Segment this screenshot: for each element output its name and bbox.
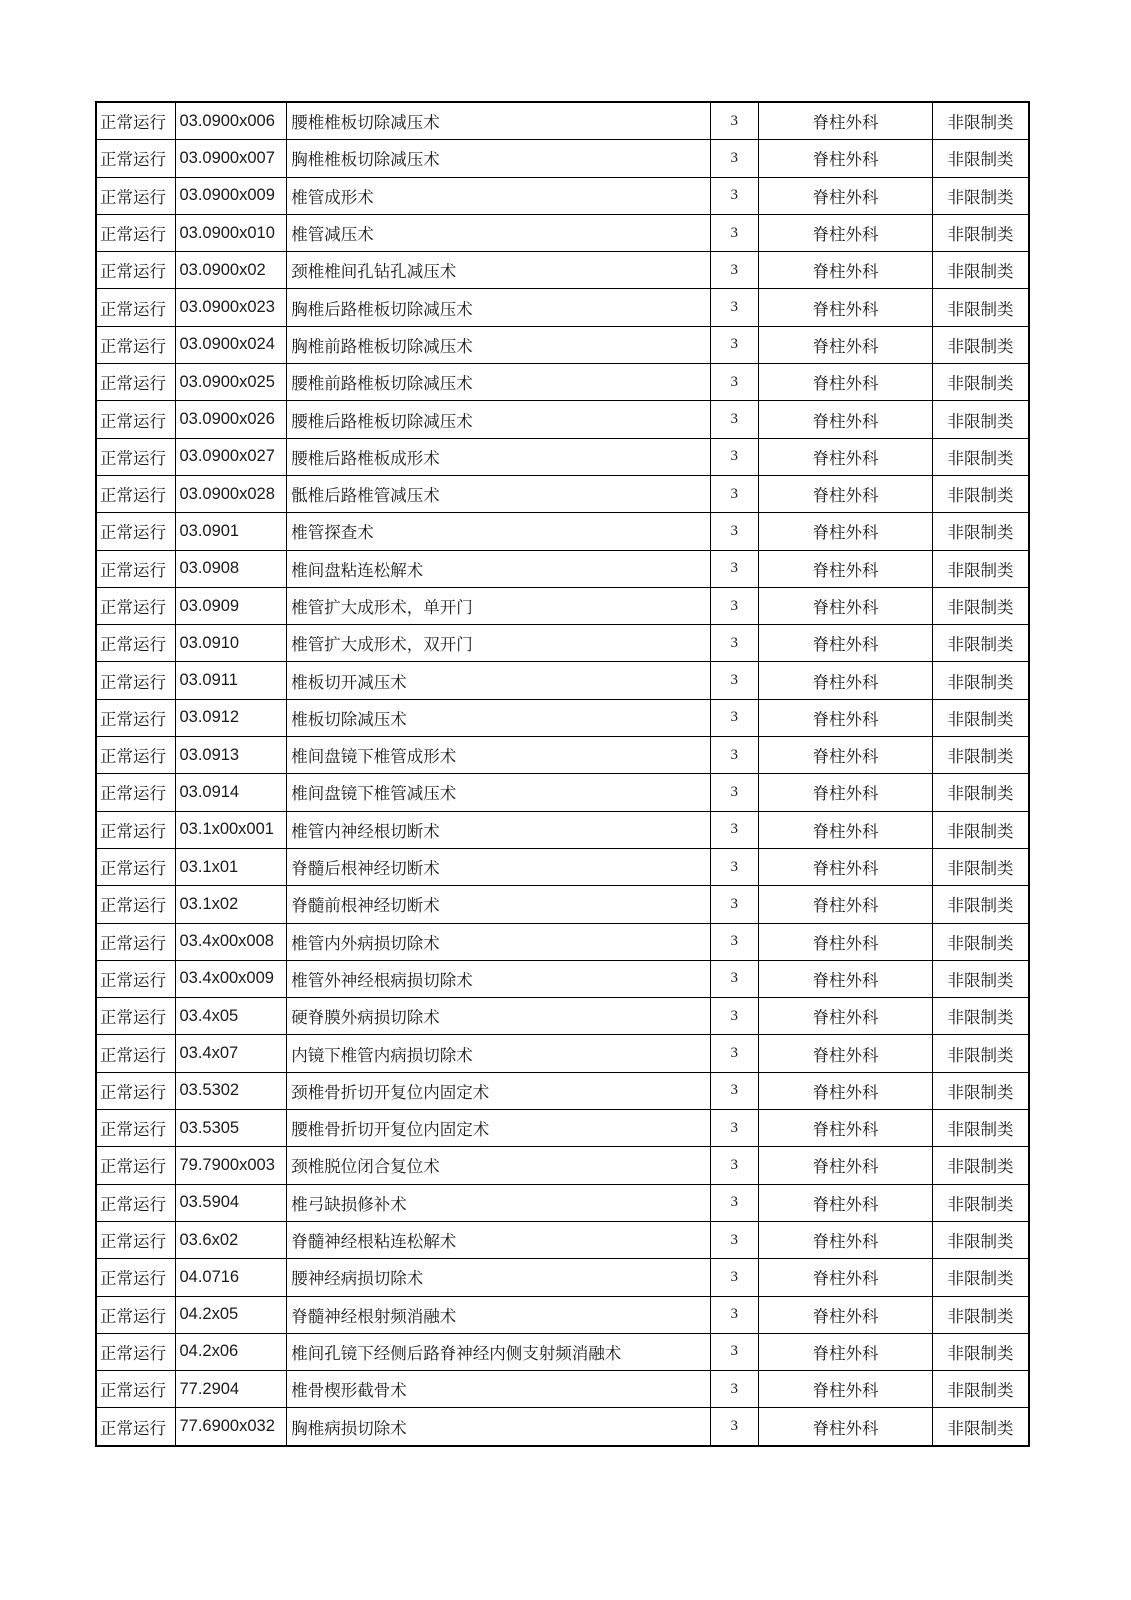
table-row [96,1184,1029,1221]
code-cell: 03.0900x027 [176,438,287,475]
department-cell: 脊柱外科 [758,177,932,214]
code-cell: 03.5302 [176,1072,287,1109]
department-cell: 脊柱外科 [758,252,932,289]
table-row [96,1072,1029,1109]
level-cell: 3 [710,1147,758,1184]
code-cell: 03.0900x025 [176,364,287,401]
status-cell: 正常运行 [96,177,176,214]
table-row [96,625,1029,662]
level-cell: 3 [710,1072,758,1109]
department-cell: 脊柱外科 [758,662,932,699]
category-cell: 非限制类 [933,1072,1029,1109]
code-cell: 03.1x01 [176,848,287,885]
table-row [96,699,1029,736]
procedure-name-cell: 脊髓神经根射频消融术 [287,1296,710,1333]
procedure-name-cell: 腰椎椎板切除减压术 [287,102,710,140]
table-row [96,1110,1029,1147]
department-cell: 脊柱外科 [758,774,932,811]
status-cell: 正常运行 [96,289,176,326]
procedure-name-cell: 胸椎椎板切除减压术 [287,140,710,177]
department-cell: 脊柱外科 [758,1221,932,1258]
code-cell: 77.6900x032 [176,1408,287,1446]
status-cell: 正常运行 [96,699,176,736]
department-cell: 脊柱外科 [758,848,932,885]
table-row [96,848,1029,885]
procedure-name-cell: 椎管内神经根切断术 [287,811,710,848]
table-row [96,1333,1029,1370]
status-cell: 正常运行 [96,587,176,624]
department-cell: 脊柱外科 [758,923,932,960]
code-cell: 04.0716 [176,1259,287,1296]
code-cell: 03.0912 [176,699,287,736]
status-cell: 正常运行 [96,102,176,140]
department-cell: 脊柱外科 [758,364,932,401]
code-cell: 04.2x06 [176,1333,287,1370]
department-cell: 脊柱外科 [758,1072,932,1109]
status-cell: 正常运行 [96,1333,176,1370]
status-cell: 正常运行 [96,662,176,699]
procedure-table-container [95,101,1030,1447]
table-row [96,662,1029,699]
status-cell: 正常运行 [96,923,176,960]
procedure-name-cell: 椎管探查术 [287,513,710,550]
status-cell: 正常运行 [96,326,176,363]
procedure-name-cell: 骶椎后路椎管减压术 [287,475,710,512]
procedure-name-cell: 颈椎脱位闭合复位术 [287,1147,710,1184]
procedure-name-cell: 椎板切除减压术 [287,699,710,736]
table-row [96,774,1029,811]
code-cell: 03.0900x02 [176,252,287,289]
department-cell: 脊柱外科 [758,1147,932,1184]
category-cell: 非限制类 [933,513,1029,550]
code-cell: 03.0913 [176,737,287,774]
department-cell: 脊柱外科 [758,326,932,363]
code-cell: 79.7900x003 [176,1147,287,1184]
procedure-name-cell: 内镜下椎管内病损切除术 [287,1035,710,1072]
level-cell: 3 [710,252,758,289]
level-cell: 3 [710,998,758,1035]
table-row [96,960,1029,997]
table-row [96,289,1029,326]
procedure-name-cell: 椎管扩大成形术，双开门 [287,625,710,662]
code-cell: 03.0914 [176,774,287,811]
level-cell: 3 [710,364,758,401]
category-cell: 非限制类 [933,401,1029,438]
category-cell: 非限制类 [933,886,1029,923]
table-body [96,102,1029,1446]
category-cell: 非限制类 [933,1110,1029,1147]
department-cell: 脊柱外科 [758,475,932,512]
procedure-name-cell: 胸椎前路椎板切除减压术 [287,326,710,363]
category-cell: 非限制类 [933,811,1029,848]
table-row [96,1147,1029,1184]
table-row [96,1221,1029,1258]
code-cell: 03.4x00x009 [176,960,287,997]
status-cell: 正常运行 [96,811,176,848]
procedure-name-cell: 椎管减压术 [287,214,710,251]
table-row [96,550,1029,587]
category-cell: 非限制类 [933,699,1029,736]
department-cell: 脊柱外科 [758,587,932,624]
category-cell: 非限制类 [933,625,1029,662]
level-cell: 3 [710,438,758,475]
category-cell: 非限制类 [933,289,1029,326]
level-cell: 3 [710,848,758,885]
department-cell: 脊柱外科 [758,1035,932,1072]
status-cell: 正常运行 [96,475,176,512]
procedure-name-cell: 腰椎骨折切开复位内固定术 [287,1110,710,1147]
status-cell: 正常运行 [96,364,176,401]
status-cell: 正常运行 [96,848,176,885]
level-cell: 3 [710,1035,758,1072]
department-cell: 脊柱外科 [758,438,932,475]
procedure-name-cell: 椎间孔镜下经侧后路脊神经内侧支射频消融术 [287,1333,710,1370]
level-cell: 3 [710,886,758,923]
category-cell: 非限制类 [933,587,1029,624]
level-cell: 3 [710,1296,758,1333]
code-cell: 03.0900x007 [176,140,287,177]
level-cell: 3 [710,140,758,177]
level-cell: 3 [710,1408,758,1446]
department-cell: 脊柱外科 [758,1110,932,1147]
table-row [96,587,1029,624]
code-cell: 03.5305 [176,1110,287,1147]
code-cell: 03.0900x009 [176,177,287,214]
status-cell: 正常运行 [96,1035,176,1072]
category-cell: 非限制类 [933,774,1029,811]
table-row [96,326,1029,363]
table-row [96,886,1029,923]
code-cell: 03.0900x010 [176,214,287,251]
level-cell: 3 [710,102,758,140]
level-cell: 3 [710,1371,758,1408]
level-cell: 3 [710,923,758,960]
procedure-name-cell: 椎管内外病损切除术 [287,923,710,960]
status-cell: 正常运行 [96,1072,176,1109]
level-cell: 3 [710,699,758,736]
department-cell: 脊柱外科 [758,1259,932,1296]
status-cell: 正常运行 [96,998,176,1035]
code-cell: 03.0900x006 [176,102,287,140]
procedure-name-cell: 椎管外神经根病损切除术 [287,960,710,997]
category-cell: 非限制类 [933,475,1029,512]
status-cell: 正常运行 [96,513,176,550]
level-cell: 3 [710,326,758,363]
status-cell: 正常运行 [96,774,176,811]
department-cell: 脊柱外科 [758,289,932,326]
code-cell: 03.1x00x001 [176,811,287,848]
department-cell: 脊柱外科 [758,960,932,997]
level-cell: 3 [710,625,758,662]
code-cell: 03.0900x023 [176,289,287,326]
procedure-name-cell: 腰椎前路椎板切除减压术 [287,364,710,401]
status-cell: 正常运行 [96,401,176,438]
category-cell: 非限制类 [933,550,1029,587]
code-cell: 03.5904 [176,1184,287,1221]
category-cell: 非限制类 [933,1333,1029,1370]
category-cell: 非限制类 [933,102,1029,140]
category-cell: 非限制类 [933,1296,1029,1333]
code-cell: 03.4x05 [176,998,287,1035]
department-cell: 脊柱外科 [758,699,932,736]
category-cell: 非限制类 [933,364,1029,401]
table-row [96,140,1029,177]
status-cell: 正常运行 [96,960,176,997]
category-cell: 非限制类 [933,848,1029,885]
status-cell: 正常运行 [96,1259,176,1296]
procedure-name-cell: 腰椎后路椎板切除减压术 [287,401,710,438]
level-cell: 3 [710,1333,758,1370]
status-cell: 正常运行 [96,438,176,475]
table-row [96,998,1029,1035]
category-cell: 非限制类 [933,1221,1029,1258]
department-cell: 脊柱外科 [758,140,932,177]
code-cell: 03.0911 [176,662,287,699]
table-row [96,1371,1029,1408]
code-cell: 03.4x07 [176,1035,287,1072]
status-cell: 正常运行 [96,1408,176,1446]
category-cell: 非限制类 [933,923,1029,960]
category-cell: 非限制类 [933,998,1029,1035]
table-row [96,1296,1029,1333]
department-cell: 脊柱外科 [758,102,932,140]
department-cell: 脊柱外科 [758,1333,932,1370]
status-cell: 正常运行 [96,1184,176,1221]
table-row [96,513,1029,550]
procedure-name-cell: 颈椎骨折切开复位内固定术 [287,1072,710,1109]
procedure-name-cell: 脊髓前根神经切断术 [287,886,710,923]
procedure-name-cell: 胸椎后路椎板切除减压术 [287,289,710,326]
code-cell: 03.1x02 [176,886,287,923]
department-cell: 脊柱外科 [758,513,932,550]
status-cell: 正常运行 [96,140,176,177]
table-row [96,252,1029,289]
procedure-name-cell: 椎管成形术 [287,177,710,214]
level-cell: 3 [710,475,758,512]
procedure-name-cell: 脊髓神经根粘连松解术 [287,1221,710,1258]
table-row [96,1408,1029,1446]
procedure-name-cell: 椎管扩大成形术，单开门 [287,587,710,624]
table-row [96,438,1029,475]
procedure-name-cell: 腰神经病损切除术 [287,1259,710,1296]
department-cell: 脊柱外科 [758,1371,932,1408]
procedure-table [95,101,1030,1447]
code-cell: 03.0900x026 [176,401,287,438]
department-cell: 脊柱外科 [758,737,932,774]
code-cell: 03.0901 [176,513,287,550]
status-cell: 正常运行 [96,1371,176,1408]
level-cell: 3 [710,214,758,251]
procedure-name-cell: 椎间盘粘连松解术 [287,550,710,587]
code-cell: 03.0900x028 [176,475,287,512]
category-cell: 非限制类 [933,214,1029,251]
status-cell: 正常运行 [96,625,176,662]
status-cell: 正常运行 [96,1221,176,1258]
department-cell: 脊柱外科 [758,811,932,848]
table-row [96,811,1029,848]
table-row [96,737,1029,774]
category-cell: 非限制类 [933,1259,1029,1296]
code-cell: 03.4x00x008 [176,923,287,960]
category-cell: 非限制类 [933,140,1029,177]
status-cell: 正常运行 [96,1147,176,1184]
category-cell: 非限制类 [933,177,1029,214]
department-cell: 脊柱外科 [758,886,932,923]
level-cell: 3 [710,550,758,587]
status-cell: 正常运行 [96,737,176,774]
procedure-name-cell: 椎骨楔形截骨术 [287,1371,710,1408]
code-cell: 03.0908 [176,550,287,587]
category-cell: 非限制类 [933,1035,1029,1072]
level-cell: 3 [710,737,758,774]
procedure-name-cell: 颈椎椎间孔钻孔减压术 [287,252,710,289]
code-cell: 03.6x02 [176,1221,287,1258]
category-cell: 非限制类 [933,960,1029,997]
category-cell: 非限制类 [933,326,1029,363]
category-cell: 非限制类 [933,438,1029,475]
table-row [96,923,1029,960]
status-cell: 正常运行 [96,1110,176,1147]
category-cell: 非限制类 [933,662,1029,699]
level-cell: 3 [710,289,758,326]
department-cell: 脊柱外科 [758,550,932,587]
table-row [96,102,1029,140]
department-cell: 脊柱外科 [758,1408,932,1446]
level-cell: 3 [710,1184,758,1221]
department-cell: 脊柱外科 [758,625,932,662]
table-row [96,1259,1029,1296]
status-cell: 正常运行 [96,214,176,251]
level-cell: 3 [710,1259,758,1296]
level-cell: 3 [710,401,758,438]
table-row [96,401,1029,438]
level-cell: 3 [710,774,758,811]
code-cell: 03.0909 [176,587,287,624]
department-cell: 脊柱外科 [758,1184,932,1221]
code-cell: 04.2x05 [176,1296,287,1333]
level-cell: 3 [710,587,758,624]
department-cell: 脊柱外科 [758,1296,932,1333]
table-row [96,214,1029,251]
level-cell: 3 [710,177,758,214]
level-cell: 3 [710,960,758,997]
code-cell: 03.0910 [176,625,287,662]
category-cell: 非限制类 [933,252,1029,289]
procedure-name-cell: 椎弓缺损修补术 [287,1184,710,1221]
category-cell: 非限制类 [933,737,1029,774]
department-cell: 脊柱外科 [758,998,932,1035]
department-cell: 脊柱外科 [758,401,932,438]
procedure-name-cell: 硬脊膜外病损切除术 [287,998,710,1035]
code-cell: 77.2904 [176,1371,287,1408]
table-row [96,475,1029,512]
category-cell: 非限制类 [933,1408,1029,1446]
category-cell: 非限制类 [933,1371,1029,1408]
table-row [96,1035,1029,1072]
status-cell: 正常运行 [96,886,176,923]
status-cell: 正常运行 [96,550,176,587]
department-cell: 脊柱外科 [758,214,932,251]
procedure-name-cell: 脊髓后根神经切断术 [287,848,710,885]
code-cell: 03.0900x024 [176,326,287,363]
table-row [96,364,1029,401]
procedure-name-cell: 椎间盘镜下椎管成形术 [287,737,710,774]
level-cell: 3 [710,811,758,848]
level-cell: 3 [710,1221,758,1258]
level-cell: 3 [710,662,758,699]
status-cell: 正常运行 [96,252,176,289]
level-cell: 3 [710,1110,758,1147]
table-row [96,177,1029,214]
status-cell: 正常运行 [96,1296,176,1333]
category-cell: 非限制类 [933,1147,1029,1184]
procedure-name-cell: 椎间盘镜下椎管减压术 [287,774,710,811]
procedure-name-cell: 胸椎病损切除术 [287,1408,710,1446]
level-cell: 3 [710,513,758,550]
category-cell: 非限制类 [933,1184,1029,1221]
procedure-name-cell: 椎板切开减压术 [287,662,710,699]
procedure-name-cell: 腰椎后路椎板成形术 [287,438,710,475]
